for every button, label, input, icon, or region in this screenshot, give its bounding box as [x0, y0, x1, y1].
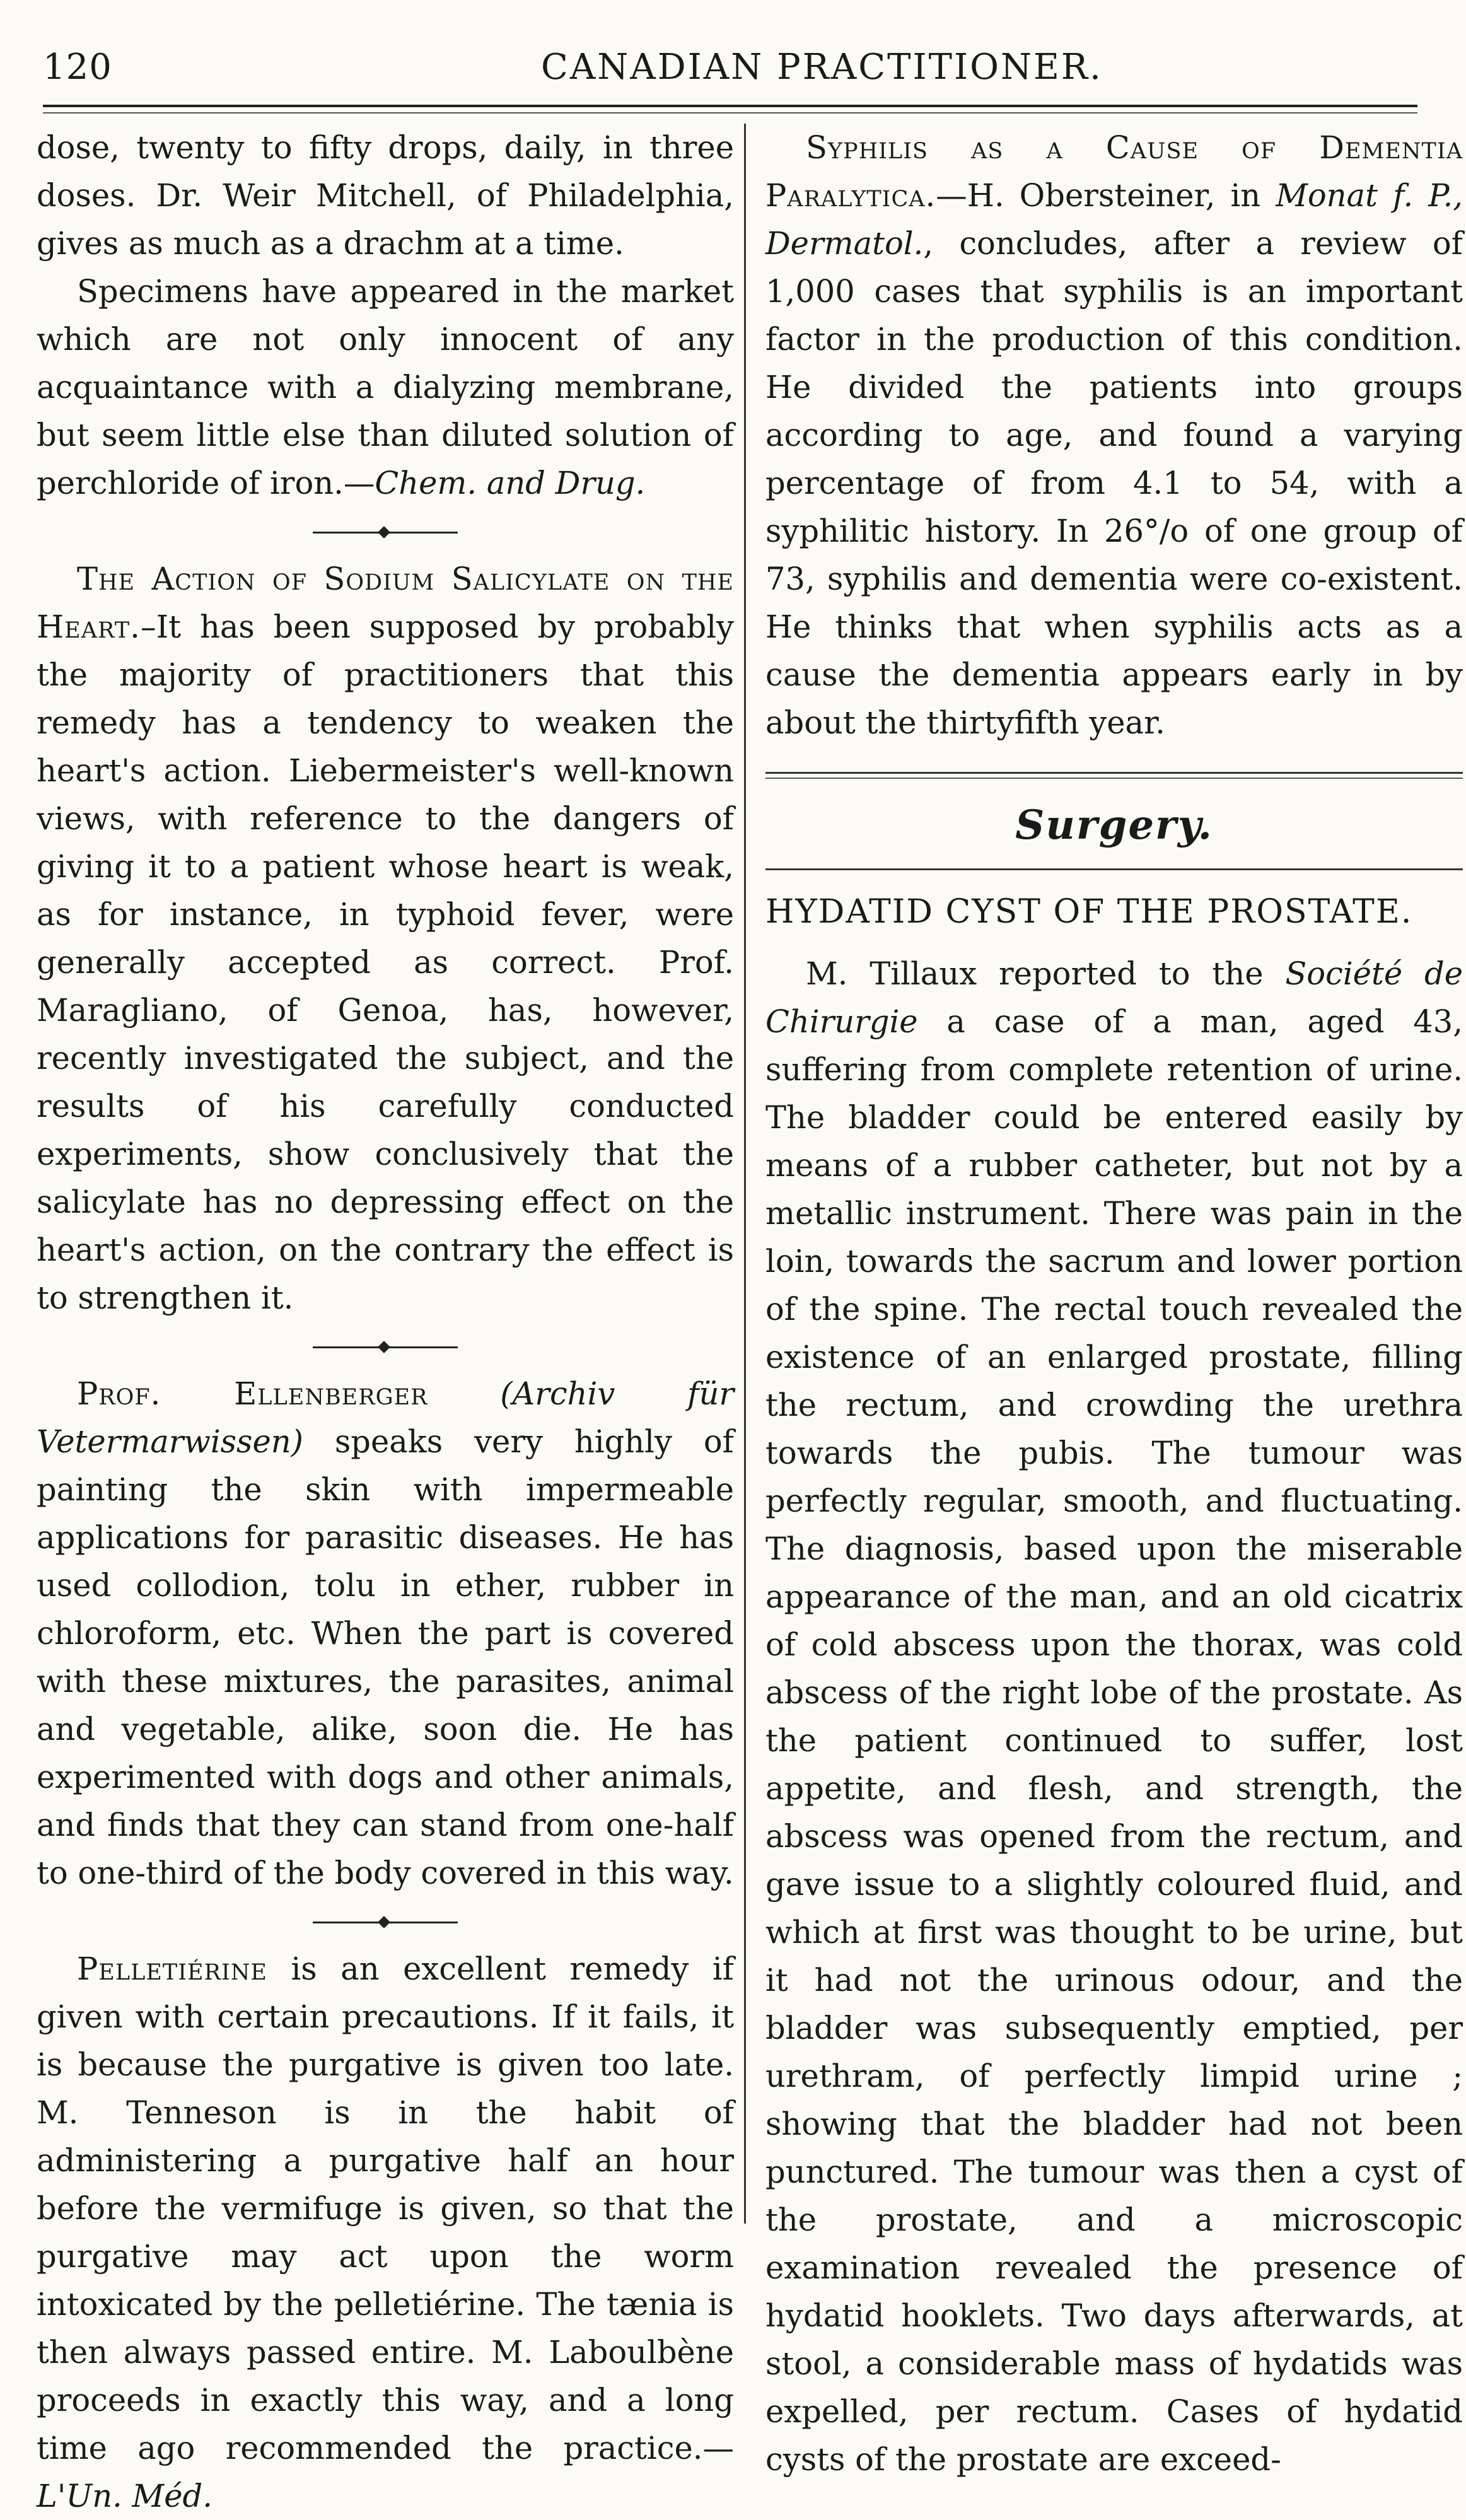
- specimens-source: Chem. and Drug.: [375, 465, 646, 501]
- divider-ornament: [313, 1341, 458, 1353]
- syphilis-source: Monat f. P., Dermatol.: [765, 177, 1463, 262]
- paragraph-hydatid: [765, 950, 1463, 2483]
- article-title: HYDATID CYST OF THE PROSTATE.: [765, 893, 1413, 931]
- divider-ornament: [313, 526, 458, 539]
- paragraph-pelletierine: [37, 1945, 734, 2520]
- paragraph-dose: dose, twenty to fifty drops, daily, in three doses. Dr. Weir Mitchell, of Philadelphia, gives as much as a drachm at a time.: [37, 129, 734, 262]
- paragraph-salicylate: [37, 555, 734, 1322]
- specimens-text: Specimens have appeared in the market which are not only innocent of any acquaintance with a dialyzing membrane, but seem little else than diluted solution of perchloride of iron.—: [37, 273, 734, 501]
- pelletierine-source: L'Un. Méd.: [37, 2478, 212, 2514]
- salicylate-title: The Action of Sodium Salicylate on the Heart.: [37, 561, 734, 645]
- journal-title: CANADIAN PRACTITIONER.: [541, 47, 1103, 88]
- header-rule: [43, 105, 1417, 107]
- ellenberger-title: Prof. Ellenberger: [77, 1375, 428, 1412]
- paragraph-syphilis: [765, 124, 1463, 747]
- syphilis-text-a: —H. Obersteiner, in: [936, 177, 1276, 214]
- section-rule: [765, 868, 1463, 870]
- left-column: [37, 124, 734, 2520]
- hydatid-text-b: a case of a man, aged 43, suffering from complete retention of urine. The bladder could be entered easily by means of a rubber catheter, but not by a metallic instrument. There was pain in the loin, towards the sacrum and lower portion of the spine. The rectal touch revealed the existence of an enlarged prostate, filling the rectum, and crowding the urethra towards the pubis. The tumour was perfectly regular, smooth, and fluctuating. The diagnosis, based upon the miserable appearance of the man, and an old cicatrix of cold abscess upon the thorax, was cold abscess of the right lobe of the prostate. As the patient continued to suffer, lost appetite, and flesh, and strength, the abscess was opened from the rectum, and gave issue to a slightly coloured fluid, and which at first was thought to be urine, but it had not the urinous odour, and the bladder was subsequently emptied, per urethram, of perfectly limpid urine ; showing that the bladder had not been punctured. The tumour was then a cyst of the prostate, and a microscopic examination revealed the presence of hydatid hooklets. Two days afterwards, at stool, a considerable mass of hydatids was expelled, per rectum. Cases of hydatid cysts of the prostate are exceed-: [765, 1003, 1463, 2478]
- page-number: 120: [43, 47, 112, 88]
- paragraph-specimens: [37, 267, 734, 507]
- divider-ornament: [313, 1916, 458, 1928]
- syphilis-title: Syphilis as a Cause of Dementia Paralytica.: [765, 129, 1463, 214]
- ellenberger-text: speaks very highly of painting the skin with impermeable applications for parasitic diseases. He has used collodion, tolu in ether, rubber in chloroform, etc. When the part is covered with these mixtures, the parasites, animal and vegetable, alike, soon die. He has experimented with dogs and other animals, and finds that they can stand from one-half to one-third of the body covered in this way.: [37, 1423, 734, 1891]
- salicylate-text: –It has been supposed by probably the majority of practitioners that this remedy has a tendency to weaken the heart's action. Liebermeister's well-known views, with reference to the dangers of giving it to a patient whose heart is weak, as for instance, in typhoid fever, were generally accepted as correct. Prof. Maragliano, of Genoa, has, however, recently investigated the subject, and the results of his carefully conducted experiments, show conclusively that the salicylate has no depressing effect on the heart's action, on the contrary the effect is to strengthen it.: [37, 609, 734, 1316]
- right-column: [765, 124, 1463, 2483]
- ellenberger-source: (Archiv für Vetermarwissen): [37, 1375, 734, 1460]
- pelletierine-text: is an excellent remedy if given with certain precautions. If it fails, it is because the purgative is given too late. M. Tenneson is in the habit of administering a purgative half an hour before the vermifuge is given, so that the purgative may act upon the worm intoxicated by the pelletiérine. The tænia is then always passed entire. M. Laboulbène proceeds in exactly this way, and a long time ago recommended the practice.—: [37, 1951, 734, 2466]
- section-heading-surgery: Surgery.: [1015, 802, 1213, 849]
- hydatid-source: Société de Chirurgie: [765, 955, 1463, 1040]
- header-rule-thin: [43, 112, 1417, 114]
- running-head: [43, 47, 1417, 97]
- paragraph-ellenberger: [37, 1370, 734, 1897]
- syphilis-text-b: , concludes, after a review of 1,000 cases that syphilis is an important factor in the production of this condition. He divided the patients into groups according to age, and found a varying percentage of from 4.1 to 54, with a syphilitic history. In 26°/o of one group of 73, syphilis and dementia were co-existent. He thinks that when syphilis acts as a cause the dementia appears early in by about the thirtyfifth year.: [765, 225, 1463, 741]
- section-rule: [765, 772, 1463, 779]
- column-divider: [744, 124, 746, 2224]
- hydatid-text-a: M. Tillaux reported to the: [806, 955, 1286, 992]
- pelletierine-title: Pelletiérine: [77, 1951, 267, 1987]
